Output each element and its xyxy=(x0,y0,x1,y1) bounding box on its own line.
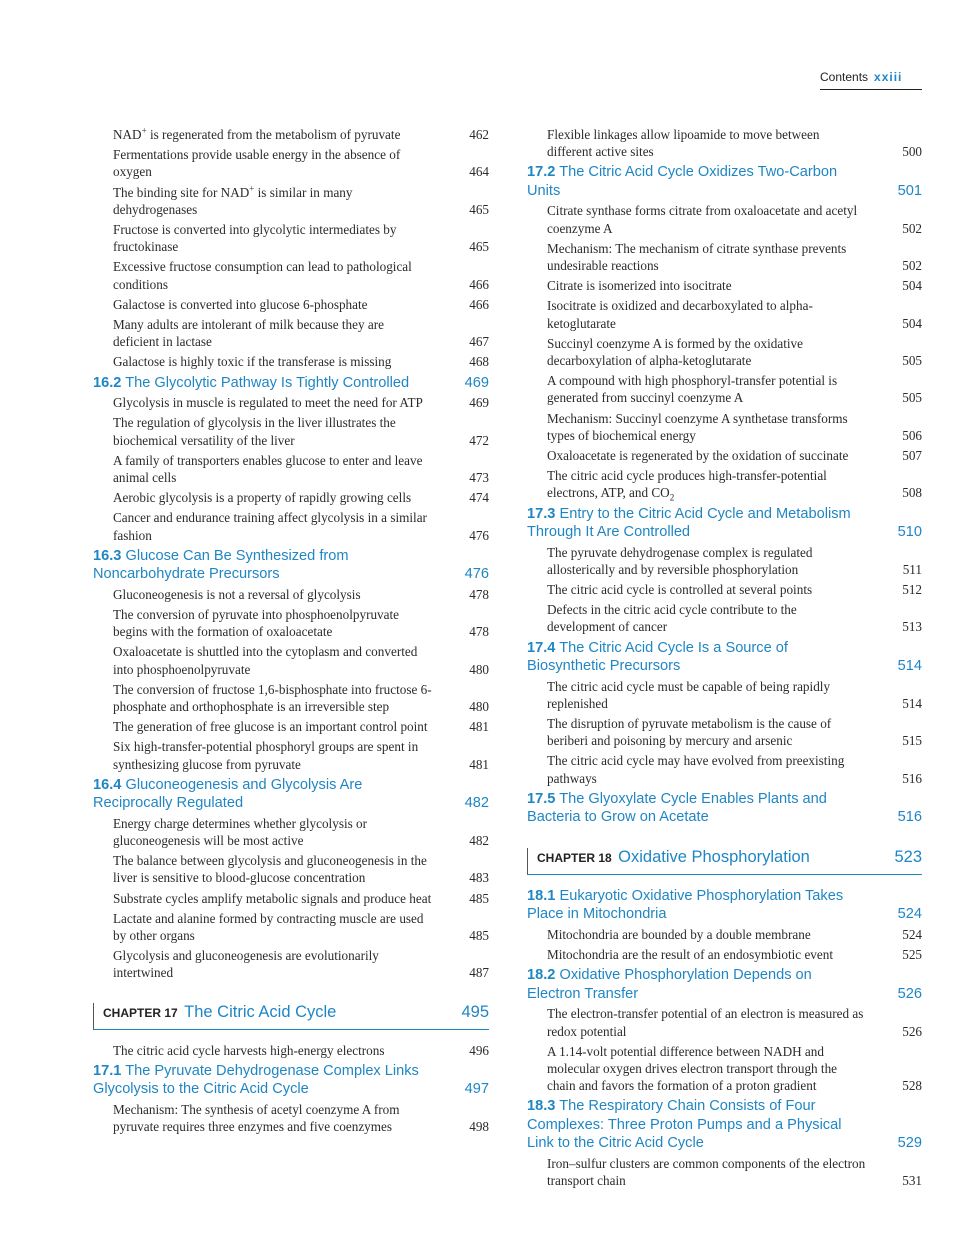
toc-entry[interactable] xyxy=(527,297,922,331)
toc-entry[interactable] xyxy=(93,718,489,735)
toc-entry-title xyxy=(547,927,811,942)
toc-entry-text: Flexible linkages allow lipoamide to move between different active sites xyxy=(547,127,820,160)
page-number: 496 xyxy=(469,1042,489,1058)
toc-entry[interactable] xyxy=(527,601,922,635)
toc-entry-text: A family of transporters enables glucose to enter and leave animal cells xyxy=(113,452,423,485)
toc-entry-text: The pyruvate dehydrogenase complex is regulated allosterically and by reversible phosphorylation xyxy=(547,544,813,577)
page-number: 508 xyxy=(902,485,922,501)
toc-entry-title xyxy=(547,278,732,293)
toc-entry-title xyxy=(113,259,412,291)
page-number: 469 xyxy=(464,374,489,391)
page-number: 464 xyxy=(469,164,489,180)
page-number: 504 xyxy=(902,315,922,331)
page-number: 467 xyxy=(469,334,489,350)
page-number: 505 xyxy=(902,353,922,369)
contents-column-right xyxy=(527,126,922,1192)
toc-entry[interactable] xyxy=(93,414,489,448)
toc-entry-title xyxy=(113,948,379,980)
toc-entry-text: The disruption of pyruvate metabolism is the cause of beriberi and poisoning by mercury and arsenic xyxy=(547,716,832,749)
page-number: 528 xyxy=(902,1078,922,1094)
page-number: 482 xyxy=(469,833,489,848)
section-number: 16.3 xyxy=(93,547,122,564)
toc-entry-title xyxy=(547,1044,837,1093)
chapter-heading[interactable] xyxy=(527,848,922,875)
toc-entry-title xyxy=(113,682,432,714)
section-heading[interactable] xyxy=(93,374,489,393)
section-title: The Glycolytic Pathway Is Tightly Controlled xyxy=(125,374,410,391)
page-number: 526 xyxy=(902,1023,922,1039)
page-number: 481 xyxy=(469,719,489,735)
toc-entry[interactable] xyxy=(93,1042,489,1059)
section-heading[interactable] xyxy=(527,966,922,1003)
toc-entry-title xyxy=(547,1156,865,1188)
page-number: 466 xyxy=(469,276,489,292)
section-number: 18.1 xyxy=(527,887,556,904)
toc-entry-title xyxy=(113,127,400,142)
toc-entry-text: Galactose is highly toxic if the transferase is missing xyxy=(113,354,392,370)
page-number: 507 xyxy=(902,448,922,464)
chapter-heading[interactable] xyxy=(93,1003,489,1030)
section-title: The Glyoxylate Cycle Enables Plants and Bacteria to Grow on Acetate xyxy=(527,790,827,826)
page-number: 514 xyxy=(897,658,922,675)
toc-entry-text: A 1.14-volt potential difference between NADH and molecular oxygen drives electron transport through the chain and favors the formation of a proton gradient xyxy=(547,1043,838,1094)
section-number: 17.1 xyxy=(93,1062,122,1079)
toc-entry[interactable] xyxy=(527,240,922,274)
page-number: 465 xyxy=(469,201,489,217)
toc-entry-title xyxy=(547,411,848,443)
toc-entry-title xyxy=(547,298,813,330)
toc-entry-text: The citric acid cycle harvests high-energy electrons xyxy=(113,1042,385,1058)
toc-entry[interactable] xyxy=(527,1043,922,1095)
toc-entry-text: is similar in many dehydrogenases xyxy=(113,184,353,217)
superscript: + xyxy=(141,125,147,136)
page-number: 480 xyxy=(469,698,489,714)
toc-entry-text: Citrate synthase forms citrate from oxaloacetate and acetyl coenzyme A xyxy=(547,203,858,236)
section-heading[interactable] xyxy=(93,1062,489,1099)
toc-entry-title xyxy=(113,395,423,410)
page-number: 524 xyxy=(902,926,922,942)
toc-entry-text: Oxaloacetate is regenerated by the oxidation of succinate xyxy=(547,448,849,464)
toc-entry-text: The citric acid cycle must be capable of being rapidly replenished xyxy=(547,678,831,711)
toc-entry-text: The binding site for NAD xyxy=(113,184,250,200)
toc-entry-title xyxy=(113,853,427,885)
toc-entry-text: Glycolysis in muscle is regulated to meet the need for ATP xyxy=(113,395,423,411)
section-title: Gluconeogenesis and Glycolysis Are Reciprocally Regulated xyxy=(93,776,363,812)
page-number: 523 xyxy=(894,847,922,866)
toc-entry-title xyxy=(547,582,812,597)
toc-entry-title xyxy=(547,1006,863,1038)
toc-entry-text: Gluconeogenesis is not a reversal of glycolysis xyxy=(113,586,361,602)
section-title: Entry to the Citric Acid Cycle and Metabolism Through It Are Controlled xyxy=(527,505,851,541)
toc-entry-text: The generation of free glucose is an important control point xyxy=(113,719,428,735)
toc-entry[interactable] xyxy=(93,910,489,944)
page-number: 481 xyxy=(469,756,489,772)
section-number: 17.3 xyxy=(527,505,556,522)
toc-entry-title xyxy=(113,453,422,485)
page-number: 512 xyxy=(902,582,922,598)
toc-entry-text: Lactate and alanine formed by contracting muscle are used by other organs xyxy=(113,910,424,944)
toc-entry-text: The citric acid cycle may have evolved from preexisting pathways xyxy=(547,753,845,786)
section-heading[interactable] xyxy=(527,639,922,676)
toc-entry-text: Iron–sulfur clusters are common components of the electron transport chain xyxy=(547,1155,866,1189)
toc-entry[interactable] xyxy=(93,815,489,849)
page-number: 511 xyxy=(902,561,922,577)
toc-entry[interactable] xyxy=(93,146,489,180)
section-title: The Citric Acid Cycle Oxidizes Two-Carbon Units xyxy=(527,164,838,199)
toc-entry[interactable] xyxy=(527,447,922,464)
superscript: + xyxy=(249,183,255,194)
chapter-title: Oxidative Phosphorylation xyxy=(618,847,810,866)
toc-entry-text: is regenerated from the metabolism of pyruvate xyxy=(146,127,401,142)
page-number: 526 xyxy=(897,985,922,1002)
page-number: 487 xyxy=(469,965,489,981)
section-heading[interactable] xyxy=(527,505,922,542)
toc-entry-title xyxy=(113,587,361,602)
toc-entry-title xyxy=(547,679,830,711)
toc-entry-title xyxy=(113,1043,384,1058)
chapter-label: CHAPTER 17 xyxy=(103,1005,178,1020)
toc-entry-text: Energy charge determines whether glycolysis or gluconeogenesis will be most active xyxy=(113,815,368,848)
toc-entry[interactable] xyxy=(93,126,489,143)
toc-entry-text: Mechanism: Succinyl coenzyme A synthetase transforms types of biochemical energy xyxy=(547,410,848,443)
toc-entry-title xyxy=(547,127,819,159)
page-number: 485 xyxy=(469,928,489,944)
toc-entry-text: Isocitrate is oxidized and decarboxylated to alpha-ketoglutarate xyxy=(547,298,813,331)
page-number: 502 xyxy=(902,258,922,274)
toc-entry-text: The balance between glycolysis and gluconeogenesis in the liver is sensitive to blood-glucose concentration xyxy=(113,853,427,886)
toc-entry-title xyxy=(113,185,353,217)
page-number: 473 xyxy=(469,469,489,485)
page-number: 478 xyxy=(469,624,489,640)
toc-entry-title xyxy=(113,739,418,771)
toc-entry[interactable] xyxy=(93,509,489,543)
toc-entry-text: Excessive fructose consumption can lead to pathological conditions xyxy=(113,259,412,292)
toc-entry[interactable] xyxy=(527,277,922,294)
toc-entry-title xyxy=(113,911,424,943)
toc-entry[interactable] xyxy=(93,1101,489,1135)
section-number: 17.2 xyxy=(527,164,556,181)
chapter-label: CHAPTER 18 xyxy=(537,850,612,865)
section-heading[interactable] xyxy=(527,790,922,827)
toc-entry[interactable] xyxy=(527,467,922,504)
section-heading[interactable] xyxy=(93,776,489,813)
toc-entry[interactable] xyxy=(527,335,922,369)
page-number: 476 xyxy=(464,566,489,583)
toc-entry[interactable] xyxy=(93,947,489,981)
toc-entry-text: Fermentations provide usable energy in the absence of oxygen xyxy=(113,147,401,180)
page-number: 513 xyxy=(902,619,922,635)
toc-entry-title xyxy=(547,373,837,405)
toc-entry-title xyxy=(547,203,857,235)
toc-entry-text: The conversion of pyruvate into phosphoenolpyruvate begins with the formation of oxaloacetate xyxy=(113,606,400,640)
toc-entry[interactable] xyxy=(93,394,489,411)
page-number: 510 xyxy=(897,524,922,541)
toc-entry[interactable] xyxy=(93,353,489,370)
toc-entry-title xyxy=(113,415,396,447)
section-number: 16.4 xyxy=(93,776,122,793)
toc-entry[interactable] xyxy=(527,715,922,749)
page-number: 498 xyxy=(469,1119,489,1135)
toc-entry-text: The citric acid cycle produces high-transfer-potential electrons, ATP, and CO xyxy=(547,468,827,501)
toc-entry-text: Mechanism: The mechanism of citrate synthase prevents undesirable reactions xyxy=(547,240,847,274)
toc-entry[interactable] xyxy=(527,926,922,943)
page-number: 469 xyxy=(469,395,489,411)
toc-entry[interactable] xyxy=(527,752,922,786)
toc-entry[interactable] xyxy=(93,316,489,350)
toc-entry[interactable] xyxy=(93,738,489,772)
toc-entry-title xyxy=(547,468,827,504)
section-title: Oxidative Phosphorylation Depends on Electron Transfer xyxy=(527,967,812,1002)
toc-entry-title xyxy=(113,510,427,542)
toc-entry-text: Cancer and endurance training affect glycolysis in a similar fashion xyxy=(113,510,427,543)
page-folio: xxiii xyxy=(874,70,903,84)
page-number: 529 xyxy=(897,1135,922,1152)
toc-entry[interactable] xyxy=(93,681,489,715)
section-number: 16.2 xyxy=(93,374,122,391)
page-number: 502 xyxy=(902,220,922,236)
toc-entry-title xyxy=(547,716,831,748)
toc-entry[interactable] xyxy=(93,643,489,677)
page-number: 501 xyxy=(897,182,922,199)
toc-entry-text: Defects in the citric acid cycle contribute to the development of cancer xyxy=(547,602,797,635)
toc-entry-title xyxy=(113,354,391,369)
page-number: 516 xyxy=(902,770,922,786)
toc-entry[interactable] xyxy=(93,221,489,255)
toc-entry[interactable] xyxy=(93,184,489,218)
section-title: Glucose Can Be Synthesized from Noncarbohydrate Precursors xyxy=(93,547,349,583)
subscript: 2 xyxy=(669,493,675,504)
toc-entry-text: Six high-transfer-potential phosphoryl groups are spent in synthesizing glucose from pyruvate xyxy=(113,739,419,772)
toc-entry-text: Many adults are intolerant of milk because they are deficient in lactase xyxy=(113,317,384,350)
toc-entry-text: Mitochondria are the result of an endosymbiotic event xyxy=(547,947,834,963)
running-head xyxy=(820,70,922,90)
toc-entry-title xyxy=(113,490,411,505)
toc-entry[interactable] xyxy=(93,452,489,486)
toc-entry[interactable] xyxy=(527,1005,922,1039)
section-title: The Citric Acid Cycle Is a Source of Biosynthetic Precursors xyxy=(527,639,788,675)
section-heading[interactable] xyxy=(527,887,922,924)
contents-column-left xyxy=(93,126,489,1138)
section-title: The Pyruvate Dehydrogenase Complex Links Glycolysis to the Citric Acid Cycle xyxy=(93,1062,419,1098)
page-number: 476 xyxy=(469,527,489,543)
page-number: 462 xyxy=(469,127,489,142)
toc-entry-text: NAD xyxy=(113,127,142,142)
toc-entry-text: Oxaloacetate is shuttled into the cytoplasm and converted into phosphoenolpyruvate xyxy=(113,644,418,677)
toc-entry-text: Mechanism: The synthesis of acetyl coenzyme A from pyruvate requires three enzymes and five coenzymes xyxy=(113,1101,400,1135)
page-number: 478 xyxy=(469,586,489,602)
toc-entry-title xyxy=(113,1102,400,1134)
toc-entry[interactable] xyxy=(527,202,922,236)
section-heading[interactable] xyxy=(527,163,922,200)
section-title: The Respiratory Chain Consists of Four Complexes: Three Proton Pumps and a Physical Link to the Citric Acid Cycle xyxy=(527,1098,842,1152)
toc-entry-title xyxy=(113,297,368,312)
toc-entry-text: Mitochondria are bounded by a double membrane xyxy=(547,926,811,942)
toc-entry[interactable] xyxy=(527,1155,922,1189)
toc-entry-title xyxy=(113,317,384,349)
toc-entry[interactable] xyxy=(93,890,489,907)
page-number: 504 xyxy=(902,278,922,294)
toc-entry[interactable] xyxy=(93,606,489,640)
toc-entry[interactable] xyxy=(527,372,922,406)
page-number: 483 xyxy=(469,870,489,886)
toc-entry-text: Aerobic glycolysis is a property of rapidly growing cells xyxy=(113,490,412,506)
toc-entry-title xyxy=(547,753,844,785)
toc-entry-title xyxy=(113,607,399,639)
section-number: 18.2 xyxy=(527,967,556,984)
toc-entry-title xyxy=(547,602,797,634)
page-number: 465 xyxy=(469,239,489,255)
toc-entry-text: The electron-transfer potential of an electron is measured as redox potential xyxy=(547,1006,864,1039)
page-number: 495 xyxy=(461,1002,489,1021)
page-number: 482 xyxy=(464,795,489,812)
toc-entry-title xyxy=(113,222,396,254)
toc-entry-text: Galactose is converted into glucose 6-phosphate xyxy=(113,296,368,312)
page-number: 472 xyxy=(469,432,489,448)
page-number: 500 xyxy=(902,144,922,160)
toc-entry[interactable] xyxy=(527,410,922,444)
page-number: 485 xyxy=(469,890,489,906)
toc-entry-title xyxy=(113,147,400,179)
page-number: 466 xyxy=(469,296,489,312)
toc-entry[interactable] xyxy=(527,581,922,598)
page-number: 480 xyxy=(469,661,489,677)
toc-entry-text: Glycolysis and gluconeogenesis are evolutionarily intertwined xyxy=(113,948,379,981)
chapter-title: The Citric Acid Cycle xyxy=(184,1002,337,1021)
toc-entry[interactable] xyxy=(93,258,489,292)
toc-entry-text: Citrate is isomerized into isocitrate xyxy=(547,278,732,294)
running-head-label: Contents xyxy=(820,70,869,84)
toc-entry-text: The citric acid cycle is controlled at several points xyxy=(547,582,813,598)
page-number: 505 xyxy=(902,390,922,406)
section-title: Eukaryotic Oxidative Phosphorylation Takes Place in Mitochondria xyxy=(527,887,844,923)
page-number: 531 xyxy=(902,1173,922,1189)
toc-entry[interactable] xyxy=(93,586,489,603)
toc-entry-title xyxy=(547,545,812,577)
toc-entry-text: A compound with high phosphoryl-transfer potential is generated from succinyl coenzyme A xyxy=(547,373,838,406)
page-number: 506 xyxy=(902,427,922,443)
section-number: 17.4 xyxy=(527,639,556,656)
toc-entry-text: The conversion of fructose 1,6-bisphosphate into fructose 6-phosphate and orthophosphate is an irreversible step xyxy=(113,681,432,714)
toc-entry-text: Substrate cycles amplify metabolic signals and produce heat xyxy=(113,890,432,906)
toc-entry-title xyxy=(113,719,428,734)
page-number: 514 xyxy=(902,695,922,711)
page-number: 474 xyxy=(469,490,489,506)
page-number: 497 xyxy=(464,1081,489,1098)
toc-entry-text: The regulation of glycolysis in the liver illustrates the biochemical versatility of the liver xyxy=(113,415,396,448)
page-number: 515 xyxy=(902,733,922,749)
toc-entry[interactable] xyxy=(93,852,489,886)
toc-entry[interactable] xyxy=(527,946,922,963)
toc-entry-title xyxy=(547,947,833,962)
section-heading[interactable] xyxy=(93,547,489,584)
toc-entry-title xyxy=(113,816,367,848)
page-number: 524 xyxy=(897,906,922,923)
toc-entry-title xyxy=(547,336,803,368)
toc-entry-text: Succinyl coenzyme A is formed by the oxidative decarboxylation of alpha-ketoglutarate xyxy=(547,335,803,369)
toc-entry-title xyxy=(113,644,417,676)
toc-entry-title xyxy=(547,241,846,273)
page-number: 525 xyxy=(902,947,922,963)
section-heading[interactable] xyxy=(527,1097,922,1153)
toc-entry[interactable] xyxy=(527,678,922,712)
section-number: 17.5 xyxy=(527,790,556,807)
toc-entry[interactable] xyxy=(527,126,922,160)
toc-entry-title xyxy=(547,448,848,463)
toc-entry[interactable] xyxy=(527,544,922,578)
toc-entry[interactable] xyxy=(93,296,489,313)
toc-entry-text: Fructose is converted into glycolytic intermediates by fructokinase xyxy=(113,222,397,255)
toc-entry-title xyxy=(113,891,431,906)
page-number: 516 xyxy=(897,809,922,826)
section-number: 18.3 xyxy=(527,1098,556,1115)
toc-entry[interactable] xyxy=(93,489,489,506)
page-number: 468 xyxy=(469,354,489,370)
